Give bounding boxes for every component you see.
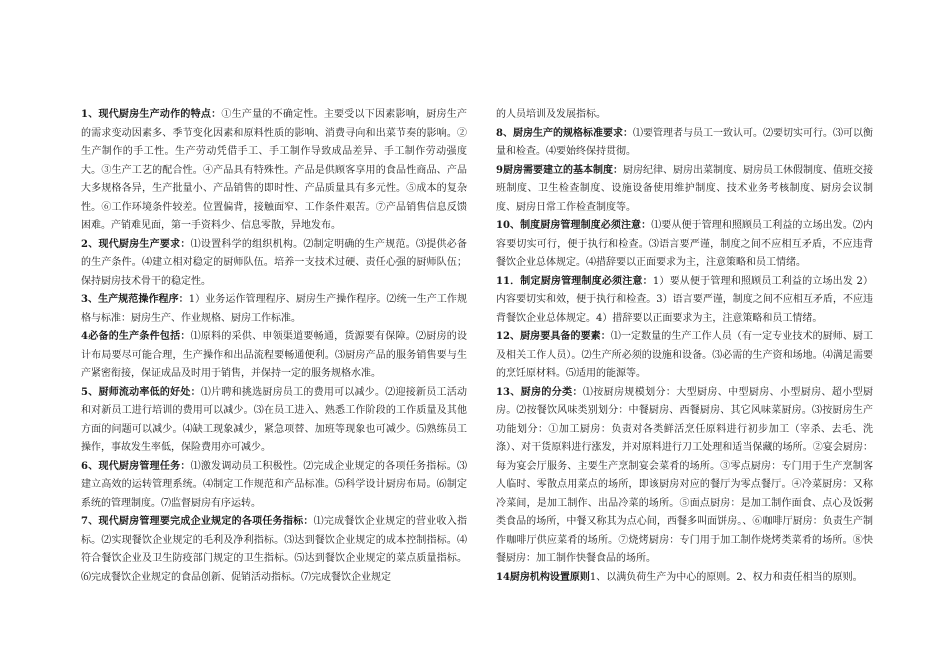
- section-13: [496, 384, 873, 569]
- section-title: 2、现代厨房生产要求：: [81, 238, 191, 250]
- section-title: 10、制度厨房管理制度必须注意：: [496, 220, 652, 231]
- section-8: [496, 125, 873, 162]
- section-9: [496, 162, 873, 218]
- section-3: [81, 291, 467, 328]
- section-4: [81, 328, 467, 384]
- section-title: 6、现代厨房管理任务：: [81, 460, 191, 472]
- section-title: 13、厨房的分类：: [496, 386, 583, 398]
- section-body: 1）要从便于管理和照顾员工利益的立场出发 2）内容要切实和效，便于执行和检查。3）语言要严谨，制度之间不应相互矛盾，不应违背餐饮企业总体规定。4）措辞要以正面要求为主，注意策略和员工情绪。: [496, 275, 873, 324]
- section-title: 1、现代厨房生产动作的特点：: [81, 109, 222, 120]
- section-title: 7、现代厨房管理要完成企业规定的各项任务指标：: [81, 516, 314, 527]
- section-title: 3、生产规范操作程序：: [81, 294, 189, 305]
- section-title: 9厨房需要建立的基本制度：: [496, 164, 623, 176]
- section-title: 4必备的生产条件包括：: [81, 331, 191, 342]
- section-12: [496, 328, 873, 384]
- section-body: ⑴激发调动员工积极性。⑵完成企业规定的各项任务指标。⑶建立高效的运转管理系统。⑷制定工作规范和产品标准。⑸科学设计厨房布局。⑹制定系统的管理制度。⑺监督厨房有序运转。: [81, 460, 468, 509]
- section-14: [496, 569, 873, 588]
- section-body: 的人员培训及发展指标。: [496, 109, 606, 120]
- section-title: 14厨房机构设置原则: [496, 571, 590, 583]
- section-body: ⑴一定数量的生产工作人员（有一定专业技术的厨师、厨工及相关工作人员）。⑵生产所必须的设施和设备。⑶必需的生产资和场地。⑷满足需要的烹饪原材料。⑸适用的能源等。: [496, 331, 873, 379]
- section-body: ⑴要管理者与员工一致认可。⑵要切实可行。⑶可以衡量和检查。⑷要始终保持贯彻。: [496, 127, 874, 157]
- section-6: [81, 458, 467, 514]
- section-5: [81, 384, 467, 458]
- section-title: 8、厨房生产的规格标准要求：: [496, 127, 633, 139]
- section-title: 12、厨房要具备的要素：: [496, 331, 611, 342]
- section-body: ⑴设置科学的组织机构。⑵制定明确的生产规范。⑶提供必备的生产条件。⑷建立相对稳定的厨师队伍。培养一支技术过硬、责任心强的厨师队伍；保持厨房技术骨干的稳定性。: [81, 238, 468, 287]
- section-title: 11．制定厨房管理制度必须注意：: [496, 275, 653, 287]
- section-11: [496, 273, 873, 329]
- section-body: 1、以满负荷生产为中心的原则。2、权力和责任相当的原则。: [589, 571, 863, 583]
- section-body: ⑴原料的采供、申领渠道要畅通，货源要有保障。⑵厨房的设计布局要尽可能合理，生产操作和出品流程要畅通便利。⑶厨房产品的服务销售要与生产紧密衔接，保证成品及时用于销售，并保持一定的服务规格水准。: [81, 331, 468, 379]
- section-body: ⑴要从便于管理和照顾员工利益的立场出发。⑵内容要切实可行，便于执行和检查。⑶语言要严谨，制度之间不应相互矛盾，不应违背餐饮企业总体规定。⑷措辞要以正面要求为主，注意策略和员工情绪。: [496, 220, 873, 268]
- section-7: [81, 513, 467, 587]
- section-10: [496, 217, 873, 273]
- section-7-continued: [496, 106, 873, 125]
- section-1: [81, 106, 467, 236]
- section-title: 5、厨师流动率低的好处：: [81, 386, 201, 398]
- section-body: ⑴完成餐饮企业规定的营业收入指标。⑵实现餐饮企业规定的毛利及净利指标。⑶达到餐饮企业规定的成本控制指标。⑷符合餐饮企业及卫生防疫部门规定的卫生指标。⑸达到餐饮企业规定的菜点质量指标。⑹完成餐饮企业规定的食品创新、促销活动指标。⑺完成餐饮企业规定: [81, 516, 467, 583]
- section-body: 厨房纪律、厨房出菜制度、厨房员工休假制度、值班交接班制度、卫生检查制度、设施设备使用维护制度、技术业务考核制度、厨房会议制度、厨房日常工作检查制度等。: [496, 164, 873, 213]
- left-column: [81, 106, 467, 587]
- section-body: 1）业务运作管理程序、厨房生产操作程序。⑵统一生产工作规格与标准：厨房生产、作业规格、厨房工作标准。: [81, 294, 467, 324]
- section-2: [81, 236, 467, 292]
- section-body: ①生产量的不确定性。主要受以下因素影响，厨房生产的需求变动因素多、季节变化因素和原料性质的影响、消费寻向和出菜节奏的影响。②生产制作的手工性。生产劳动凭借手工、手工制作导致成品差异、手工制作劳动强度大。③生产工艺的配合性。④产品具有特殊性。产品是供顾客享用的食品性商品、产品大多规格各异，生产批量小、产品销售的即时性、产品质量具有多元性。⑤成本的复杂性。⑥工作环境条件较差。位置偏背，接触面窄、工作条件艰苦。⑦产品销售信息反馈困难。产销难见面，第一手资料少、信息零散，异地发布。: [81, 109, 467, 231]
- section-body: ⑴片聘和挑选厨房员工的费用可以减少。⑵迎接新员工活动和对新员工进行培训的费用可以减少。⑶在员工进入、熟悉工作阶段的工作质量及其他方面的问题可以减少。⑷缺工现象减少，紧急项替、加班等现象也可减少。⑸熟练员工操作，事故发生率低，保险费用亦可减少。: [81, 386, 467, 453]
- right-column: [496, 106, 873, 587]
- section-body: ⑴按厨房规模划分：大型厨房、中型厨房、小型厨房、超小型厨房。⑵按餐饮风味类别划分：中餐厨房、西餐厨房、其它风味菜厨房。⑶按厨房生产功能划分：①加工厨房：负责对各类鲜活烹任原料进行初步加工（宰杀、去毛、洗涤）、对干货原料进行涨发，并对原料进行刀工处理和适当保藏的场所。②宴会厨房：每为宴会厅服务、主要生产烹制宴会菜肴的场所。③零点厨房：专门用于生产烹制客人临时、零散点用菜点的场所，即该厨房对应的餐厅为零点餐厅。④冷菜厨房：又称冷菜间，是加工制作、出品冷菜的场所。⑤面点厨房：是加工制作面食、点心及饭粥类食品的场所，中餐又称其为点心间，西餐多叫面饼房。、⑥咖啡厅厨房：负责生产制作咖啡厅供应菜肴的场所。⑦烧烤厨房：专门用于加工制作烧烤类菜肴的场所。⑧快餐厨房：加工制作快餐食品的场所。: [496, 386, 873, 564]
